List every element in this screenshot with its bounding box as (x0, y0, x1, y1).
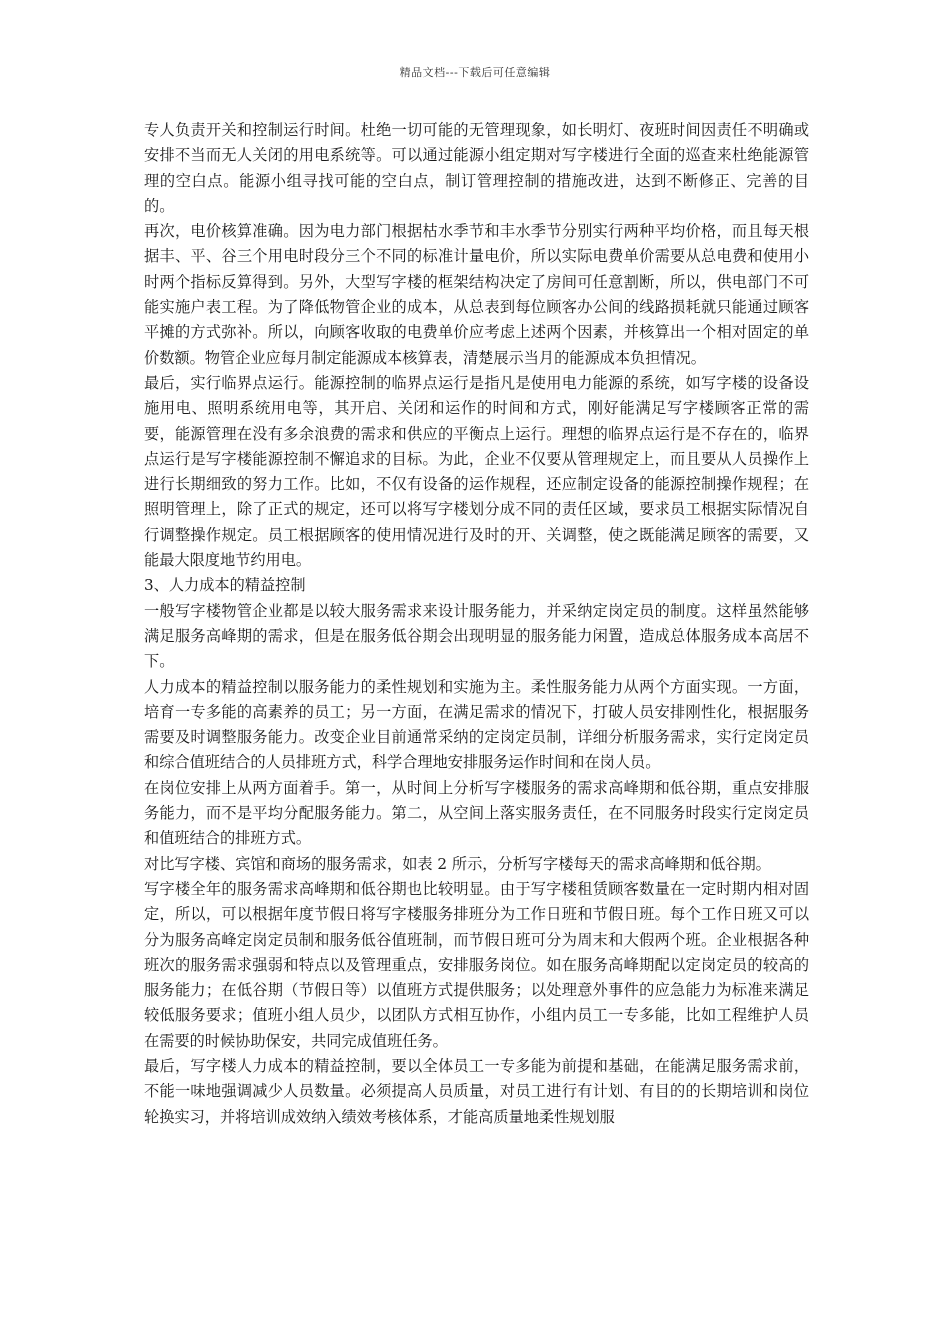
paragraph-1: 专人负责开关和控制运行时间。杜绝一切可能的无管理现象，如长明灯、夜班时间因责任不明确或安排不当而无人关闭的用电系统等。可以通过能源小组定期对写字楼进行全面的巡查来杜绝能源管理的空白点。能源小组寻找可能的空白点，制订管理控制的措施改进，达到不断修正、完善的目的。 (144, 121, 809, 215)
paragraph-7: 对比写字楼、宾馆和商场的服务需求，如表 2 所示，分析写字楼每天的需求高峰期和低谷期。 (144, 854, 771, 873)
page-header: 精品文档---下载后可任意编辑 (399, 66, 551, 79)
paragraph-2: 再次，电价核算准确。因为电力部门根据枯水季节和丰水季节分别实行两种平均价格，而且每天根据丰、平、谷三个用电时段分三个不同的标准计量电价，所以实际电费单价需要从总电费和使用小时两个指标反算得到。另外，大型写字楼的框架结构决定了房间可任意割断，所以，供电部门不可能实施户表工程。为了降低物管企业的成本，从总表到每位顾客办公间的线路损耗就只能通过顾客平摊的方式弥补。所以，向顾客收取的电费单价应考虑上述两个因素，并核算出一个相对固定的单价数额。物管企业应每月制定能源成本核算表，清楚展示当月的能源成本负担情况。 (144, 222, 809, 367)
paragraph-5: 人力成本的精益控制以服务能力的柔性规划和实施为主。柔性服务能力从两个方面实现。一方面，培育一专多能的高素养的员工；另一方面，在满足需求的情况下，打破人员安排刚性化，根据服务需要及时调整服务能力。改变企业目前通常采纳的定岗定员制，详细分析服务需求，实行定岗定员和综合值班结合的人员排班方式，科学合理地安排服务运作时间和在岗人员。 (144, 677, 809, 772)
section-heading: 3、人力成本的精益控制 (144, 576, 306, 595)
paragraph-9: 最后，写字楼人力成本的精益控制，要以全体员工一专多能为前提和基础，在能满足服务需求前，不能一味地强调减少人员数量。必须提高人员质量，对员工进行有计划、有目的的长期培训和岗位轮换实习，并将培训成效纳入绩效考核体系，才能高质量地柔性规划服 (144, 1056, 809, 1126)
paragraph-6: 在岗位安排上从两方面着手。第一，从时间上分析写字楼服务的需求高峰期和低谷期，重点安排服务能力，而不是平均分配服务能力。第二，从空间上落实服务责任，在不同服务时段实行定岗定员和值班结合的排班方式。 (144, 778, 809, 848)
paragraph-3: 最后，实行临界点运行。能源控制的临界点运行是指凡是使用电力能源的系统，如写字楼的设备设施用电、照明系统用电等，其开启、关闭和运作的时间和方式，刚好能满足写字楼顾客正常的需要，能源管理在没有多余浪费的需求和供应的平衡点上运行。理想的临界点运行是不存在的，临界点运行是写字楼能源控制不懈追求的目标。为此，企业不仅要从管理规定上，而且要从人员操作上进行长期细致的努力工作。比如，不仅有设备的运作规程，还应制定设备的能源控制操作规程；在照明管理上，除了正式的规定，还可以将写字楼划分成不同的责任区域，要求员工根据实际情况自行调整操作规定。员工根据顾客的使用情况进行及时的开、关调整，使之既能满足顾客的需要，又能最大限度地节约用电。 (144, 373, 809, 570)
paragraph-8: 写字楼全年的服务需求高峰期和低谷期也比较明显。由于写字楼租赁顾客数量在一定时期内相对固定，所以，可以根据年度节假日将写字楼服务排班分为工作日班和节假日班。每个工作日班又可以分为服务高峰定岗定员制和服务低谷值班制，而节假日班可分为周末和大假两个班。企业根据各种班次的服务需求强弱和特点以及管理重点，安排服务岗位。如在服务高峰期配以定岗定员的较高的服务能力；在低谷期（节假日等）以值班方式提供服务；以处理意外事件的应急能力为标准来满足较低服务要求；值班小组人员少，以团队方式相互协作，小组内员工一专多能，比如工程维护人员在需要的时候协助保安，共同完成值班任务。 (144, 879, 809, 1050)
document-body (144, 118, 809, 1130)
paragraph-4: 一般写字楼物管企业都是以较大服务需求来设计服务能力，并采纳定岗定员的制度。这样虽然能够满足服务高峰期的需求，但是在服务低谷期会出现明显的服务能力闲置，造成总体服务成本高居不下。 (144, 601, 809, 671)
